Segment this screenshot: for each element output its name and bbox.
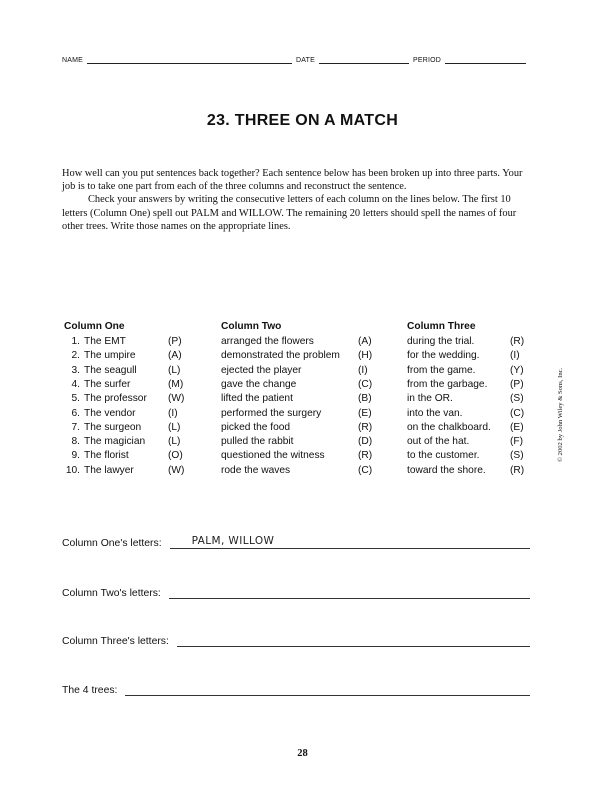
- column-two-item-text: lifted the patient: [221, 393, 293, 405]
- answer-column-three-line[interactable]: [177, 633, 530, 647]
- column-one-item-letter: (W): [168, 464, 185, 476]
- column-one-item-number: 3.: [71, 364, 80, 376]
- worksheet-header: [62, 55, 530, 64]
- column-two-item-letter: (R): [358, 421, 373, 433]
- column-one-item-text: The vendor: [84, 407, 136, 419]
- column-one-item-number: 9.: [71, 450, 80, 462]
- column-three-item-text: from the game.: [407, 364, 476, 376]
- date-label: DATE: [296, 57, 315, 64]
- column-three-item-letter: (E): [510, 421, 524, 433]
- column-two-item-letter: (A): [358, 336, 372, 347]
- copyright-text: © 2002 by John Wiley & Sons, Inc.: [557, 367, 564, 462]
- answer-trees: [62, 682, 530, 696]
- column-three-item-letter: (P): [510, 378, 524, 390]
- column-one-item-letter: (P): [168, 336, 182, 347]
- answer-column-three-label: Column Three's letters:: [62, 636, 169, 647]
- column-two-item-letter: (H): [358, 350, 373, 362]
- answer-trees-line[interactable]: [125, 682, 530, 696]
- column-three-item-letter: (I): [510, 350, 520, 362]
- column-three-item-text: in the OR.: [407, 393, 453, 405]
- column-three-item-letter: (C): [510, 407, 525, 419]
- column-one-item-letter: (A): [168, 350, 182, 362]
- column-one-item-text: The florist: [84, 450, 129, 462]
- column-three-item-text: to the customer.: [407, 450, 480, 462]
- column-three-item-text: during the trial.: [407, 336, 475, 347]
- column-two-item-text: ejected the player: [221, 364, 302, 376]
- instructions-paragraph-2: Check your answers by writing the consecutive letters of each column on the lines below. The first 10 letters (Column One) spell out PALM and WILLOW. The remaining 20 letters should spell the names of four other trees. Write those names on the appropriate lines.: [62, 194, 517, 232]
- answer-trees-label: The 4 trees:: [62, 685, 118, 696]
- answer-column-one-label: Column One's letters:: [62, 538, 162, 549]
- column-two-item-letter: (I): [358, 364, 368, 376]
- answer-column-three: [62, 633, 530, 647]
- column-one-item-letter: (W): [168, 393, 185, 405]
- column-one-item-number: 2.: [71, 350, 80, 362]
- column-one-heading: Column One: [64, 321, 125, 332]
- column-two-item-text: gave the change: [221, 378, 297, 390]
- column-one-item-letter: (L): [168, 364, 181, 376]
- column-one-item-letter: (L): [168, 421, 181, 433]
- column-two-item-letter: (E): [358, 407, 372, 419]
- copyright-notice: [557, 332, 567, 462]
- column-three-item-text: on the chalkboard.: [407, 421, 491, 433]
- column-one-item-letter: (M): [168, 378, 184, 390]
- column-one-item-number: 8.: [71, 436, 80, 448]
- column-one-item-text: The umpire: [84, 350, 136, 362]
- column-one-item-number: 4.: [71, 378, 80, 390]
- column-three-item-text: for the wedding.: [407, 350, 480, 362]
- column-one-item-number: 7.: [71, 421, 80, 433]
- page-title: 23. THREE ON A MATCH: [206, 112, 399, 129]
- column-two-item-letter: (R): [358, 450, 373, 462]
- column-two-item-text: rode the waves: [221, 464, 291, 476]
- column-one-item-letter: (I): [168, 407, 178, 419]
- instructions: [62, 167, 530, 233]
- column-two-item-text: questioned the witness: [221, 450, 325, 462]
- date-line[interactable]: [319, 55, 409, 64]
- column-three-heading: Column Three: [407, 321, 476, 332]
- answer-column-two: [62, 585, 530, 599]
- column-one-item-number: 5.: [71, 393, 80, 405]
- answer-column-two-label: Column Two's letters:: [62, 588, 161, 599]
- period-line[interactable]: [445, 55, 526, 64]
- answer-column-two-line[interactable]: [169, 585, 530, 599]
- column-two-item-text: demonstrated the problem: [221, 350, 340, 362]
- name-line[interactable]: [87, 55, 292, 64]
- column-one-item-text: The EMT: [84, 336, 126, 347]
- column-two-item-text: performed the surgery: [221, 407, 322, 419]
- column-three-item-text: out of the hat.: [407, 436, 470, 448]
- answer-column-one: [62, 535, 530, 549]
- column-two-item-letter: (B): [358, 393, 372, 405]
- column-three-item-text: into the van.: [407, 407, 463, 419]
- column-three-item-text: from the garbage.: [407, 378, 488, 390]
- column-one-item-text: The surgeon: [84, 421, 142, 433]
- column-two-item-letter: (C): [358, 464, 373, 476]
- column-one-item-text: The surfer: [84, 378, 131, 390]
- column-two-heading: Column Two: [221, 321, 282, 332]
- page-number: 28: [297, 748, 308, 759]
- column-three-item-letter: (R): [510, 464, 525, 476]
- column-one-item-number: 1.: [71, 336, 80, 347]
- answer-column-one-line[interactable]: [170, 535, 530, 549]
- column-two-item-letter: (D): [358, 436, 373, 448]
- column-three-item-letter: (F): [510, 436, 524, 448]
- column-three-item-text: toward the shore.: [407, 464, 486, 476]
- answer-column-one-value: PALM, WILLOW: [191, 535, 275, 547]
- column-one-item-text: The lawyer: [84, 464, 134, 476]
- column-three-item-letter: (Y): [510, 364, 524, 376]
- column-one-item-text: The seagull: [84, 364, 137, 376]
- column-two-item-letter: (C): [358, 378, 373, 390]
- name-label: NAME: [62, 57, 84, 64]
- column-two-item-text: picked the food: [221, 421, 291, 433]
- column-one-item-text: The professor: [84, 393, 147, 405]
- instructions-paragraph-1: How well can you put sentences back together? Each sentence below has been broken up into three parts. Your job is to take one part from each of the three columns and reconstruct the sentence.: [62, 168, 523, 193]
- column-one-item-letter: (O): [168, 450, 183, 462]
- column-one-item-letter: (L): [168, 436, 181, 448]
- column-two-item-text: pulled the rabbit: [221, 436, 294, 448]
- column-three-item-letter: (S): [510, 393, 524, 405]
- column-three-item-letter: (S): [510, 450, 524, 462]
- column-three-item-letter: (R): [510, 336, 525, 347]
- column-one-item-text: The magician: [84, 436, 146, 448]
- period-label: PERIOD: [412, 57, 442, 64]
- column-one-item-number: 6.: [71, 407, 80, 419]
- column-one-item-number: 10.: [65, 464, 80, 476]
- column-two-item-text: arranged the flowers: [221, 336, 314, 347]
